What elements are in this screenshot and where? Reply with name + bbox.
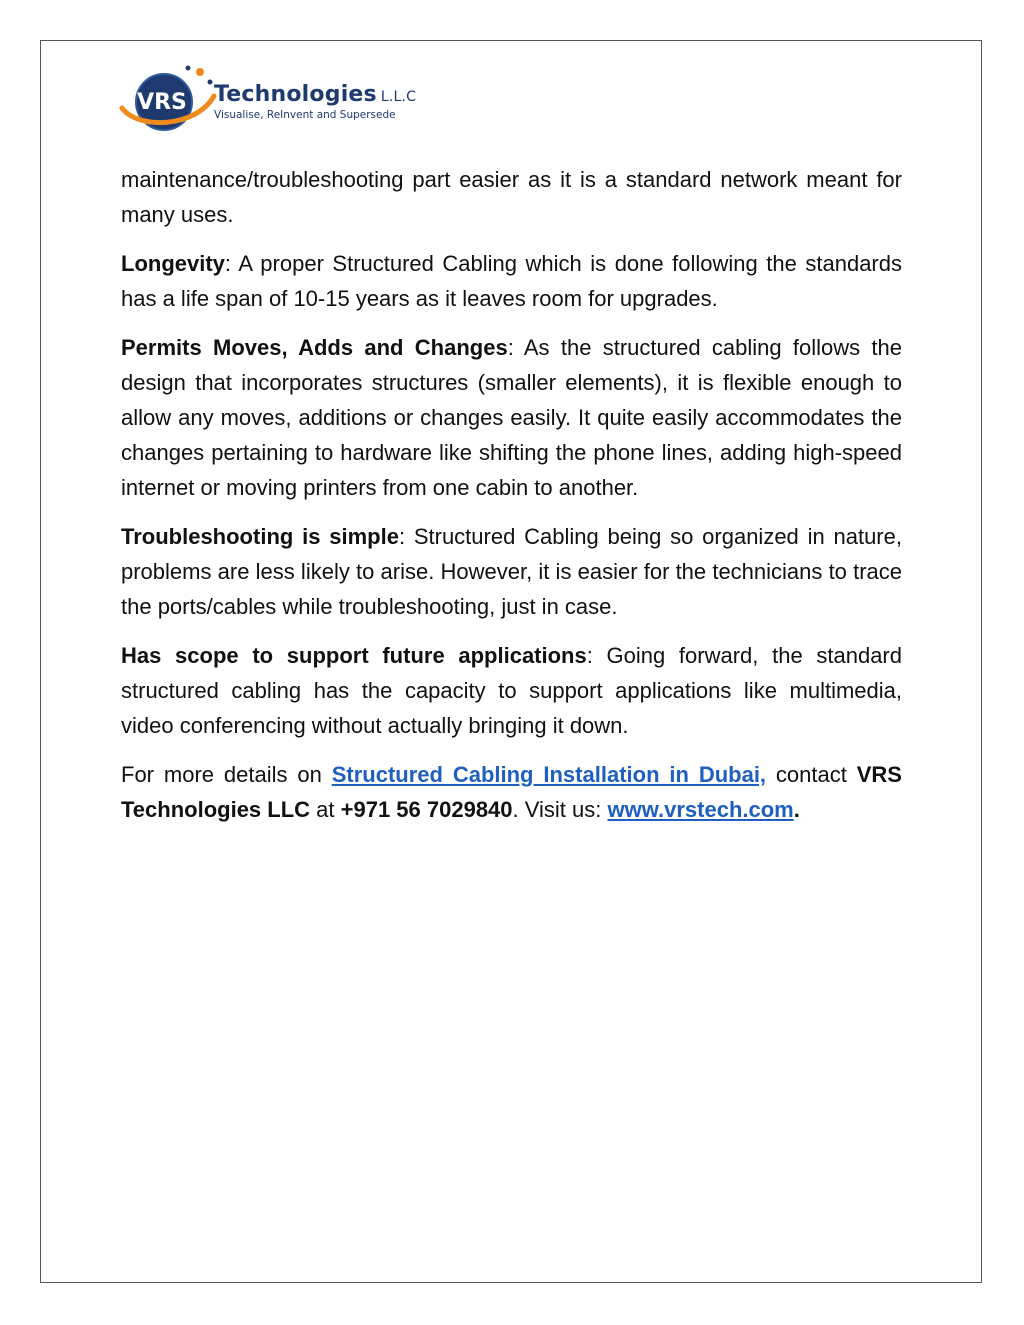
contact-end: .: [793, 797, 800, 822]
website-link[interactable]: www.vrstech.com: [607, 797, 794, 822]
paragraph-contact: [121, 757, 902, 827]
document-body: [121, 162, 902, 841]
paragraph-maintenance: [121, 162, 902, 232]
paragraph-future-applications: [121, 638, 902, 743]
contact-phone: +971 56 7029840: [340, 797, 513, 822]
paragraph-moves-adds-changes: [121, 330, 902, 505]
contact-intro: For more details on: [121, 762, 332, 787]
logo-suffix: L.L.C: [380, 89, 417, 105]
logo-company-name: [214, 82, 416, 107]
structured-cabling-link[interactable]: Structured Cabling Installation in Dubai,: [331, 762, 767, 787]
contact-visit: . Visit us:: [512, 797, 608, 822]
paragraph-troubleshooting: [121, 519, 902, 624]
paragraph-longevity: [121, 246, 902, 316]
paragraph-heading: Troubleshooting is simple: [121, 524, 399, 549]
contact-at: at: [310, 797, 341, 822]
paragraph-text: : Structured Cabling being so organized in nature, problems are less likely to arise. However, it is easier for the technicians to trace the ports/cables while troubleshooting, just in case.: [121, 524, 902, 619]
company-logo: [118, 62, 418, 142]
paragraph-text: maintenance/troubleshooting part easier as it is a standard network meant for many uses.: [121, 167, 902, 227]
paragraph-text: : Going forward, the standard structured cabling has the capacity to support applications like multimedia, video conferencing without actually bringing it down.: [121, 643, 902, 738]
logo-company: Technologies: [214, 82, 377, 107]
vrs-globe-icon: [118, 62, 218, 142]
paragraph-text: : As the structured cabling follows the design that incorporates structures (smaller elements), it is flexible enough to allow any moves, additions or changes easily. It quite easily accommodates the changes pertaining to hardware like shifting the phone lines, adding high-speed internet or moving printers from one cabin to another.: [121, 335, 902, 500]
paragraph-heading: Has scope to support future applications: [121, 643, 587, 668]
paragraph-text: : A proper Structured Cabling which is done following the standards has a life span of 10-15 years as it leaves room for upgrades.: [121, 251, 902, 311]
logo-mark-text: VRS: [137, 90, 187, 115]
contact-company: VRS Technologies LLC: [121, 762, 902, 822]
paragraph-heading: Longevity: [121, 251, 225, 276]
contact-after-link: contact: [766, 762, 857, 787]
logo-tagline: Visualise, ReInvent and Supersede: [214, 109, 396, 121]
paragraph-heading: Permits Moves, Adds and Changes: [121, 335, 508, 360]
